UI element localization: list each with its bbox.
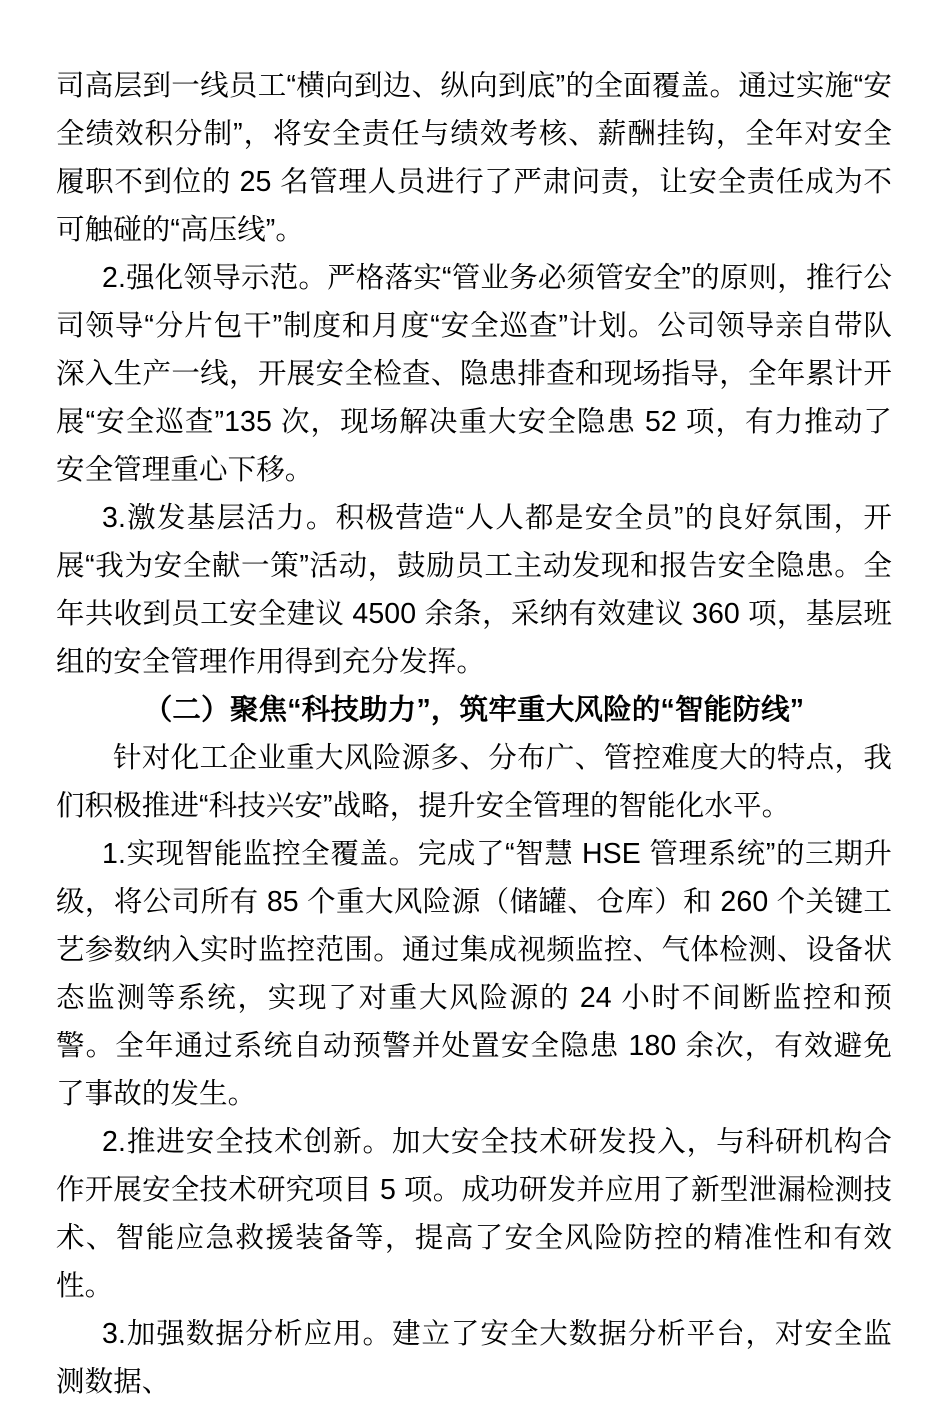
section-heading-technology-defense: （二）聚焦“科技助力”，筑牢重大风险的“智能防线” xyxy=(143,694,805,726)
paragraph-data-analysis-application: 3.加强数据分析应用。建立了安全大数据分析平台，对安全监测数据、 xyxy=(56,1318,892,1398)
paragraph-leadership-demonstration: 2.强化领导示范。严格落实“管业务必须管安全”的原则，推行公司领导“分片包干”制度和月度“安全巡查”计划。公司领导亲自带队深入生产一线，开展安全检查、隐患排查和现场指导，全年累计开展“安全巡查”135 次，现场解决重大安全隐患 52 项，有力推动了安全管理重心下移。 xyxy=(56,262,892,486)
paragraph-safety-tech-innovation: 2.推进安全技术创新。加大安全技术研发投入，与科研机构合作开展安全技术研究项目 5 项。成功研发并应用了新型泄漏检测技术、智能应急救援装备等，提高了安全风险防控的精准性和有效性。 xyxy=(56,1126,892,1302)
paragraph-grassroots-vitality: 3.激发基层活力。积极营造“人人都是安全员”的良好氛围，开展“我为安全献一策”活动，鼓励员工主动发现和报告安全隐患。全年共收到员工安全建议 4500 余条，采纳有效建议 360 项，基层班组的安全管理作用得到充分发挥。 xyxy=(56,502,892,678)
paragraph-responsibility-coverage: 司高层到一线员工“横向到边、纵向到底”的全面覆盖。通过实施“安全绩效积分制”，将安全责任与绩效考核、薪酬挂钩，全年对安全履职不到位的 25 名管理人员进行了严肃问责，让安全责任成为不可触碰的“高压线”。 xyxy=(56,70,892,246)
document-body xyxy=(56,62,892,1406)
paragraph-tech-strategy-intro: 针对化工企业重大风险源多、分布广、管控难度大的特点，我们积极推进“科技兴安”战略，提升安全管理的智能化水平。 xyxy=(56,742,892,822)
paragraph-intelligent-monitoring: 1.实现智能监控全覆盖。完成了“智慧 HSE 管理系统”的三期升级，将公司所有 85 个重大风险源（储罐、仓库）和 260 个关键工艺参数纳入实时监控范围。通过集成视频监控、气体检测、设备状态监测等系统，实现了对重大风险源的 24 小时不间断监控和预警。全年通过系统自动预警并处置安全隐患 180 余次，有效避免了事故的发生。 xyxy=(56,838,892,1110)
